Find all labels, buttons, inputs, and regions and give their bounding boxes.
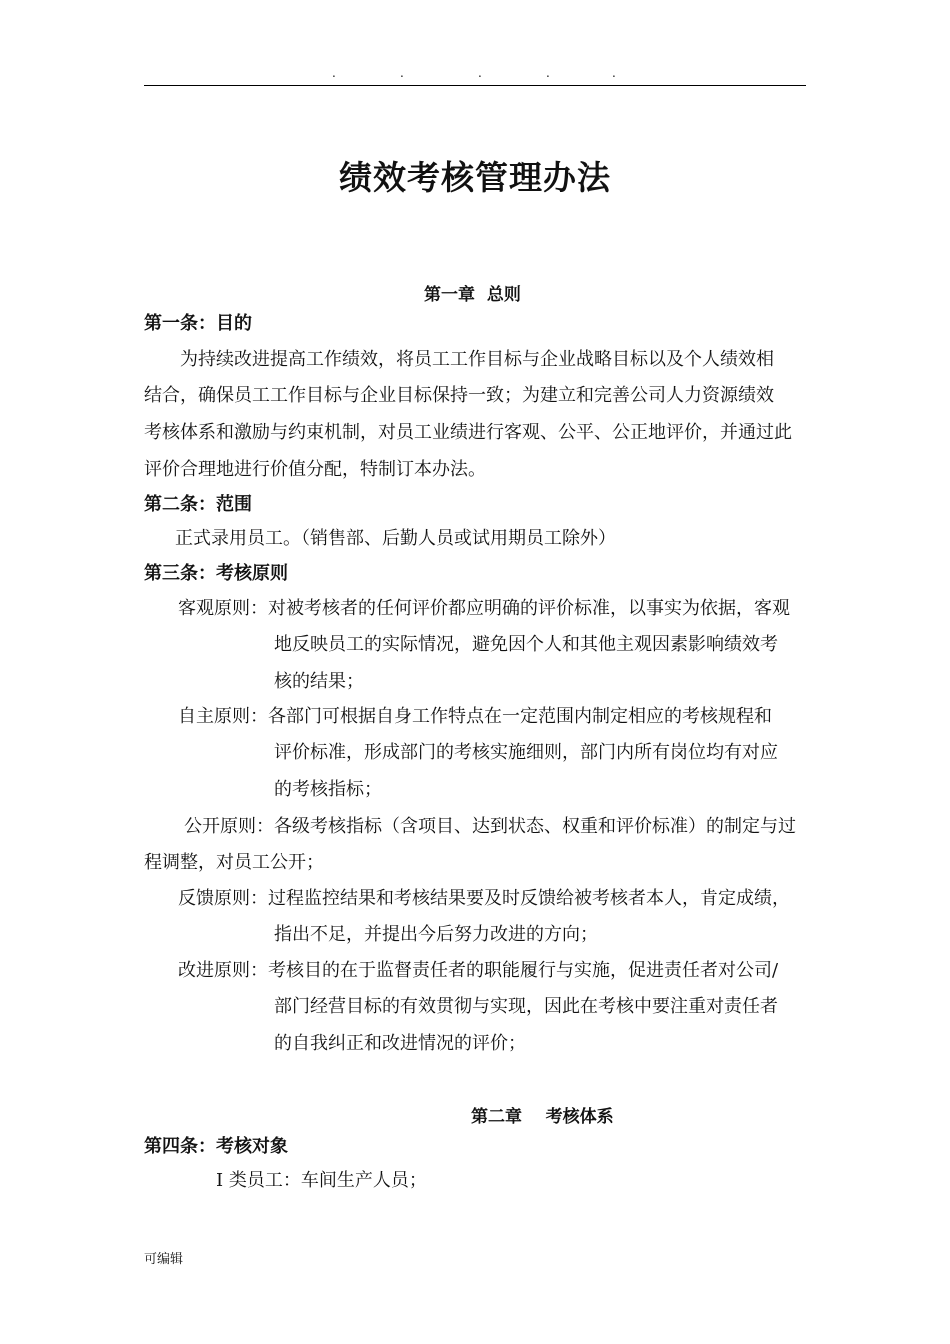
- principle-line: 程调整，对员工公开；: [144, 852, 324, 873]
- article-heading: 第四条：考核对象: [144, 1136, 288, 1157]
- header-rule: [144, 85, 806, 86]
- footer-note: 可编辑: [144, 1252, 184, 1267]
- principle-line: 客观原则：对被考核者的任何评价都应明确的评价标准，以事实为依据，客观: [178, 598, 790, 619]
- header-dot: .: [332, 66, 336, 80]
- article-heading: 第二条：范围: [144, 494, 252, 515]
- principle-line: 指出不足，并提出今后努力改进的方向；: [274, 924, 598, 945]
- paragraph-line: 考核体系和激励与约束机制，对员工业绩进行客观、公平、公正地评价，并通过此: [144, 422, 792, 443]
- principle-line: 的考核指标；: [274, 779, 382, 800]
- header-dot: .: [612, 66, 616, 80]
- article-heading: 第一条：目的: [144, 313, 252, 334]
- header-dot: .: [478, 66, 482, 80]
- principle-line: 部门经营目标的有效贯彻与实现，因此在考核中要注重对责任者: [274, 996, 778, 1017]
- article-heading: 第三条：考核原则: [144, 563, 288, 584]
- paragraph-line: 正式录用员工。（销售部、后勤人员或试用期员工除外）: [175, 528, 616, 549]
- chapter-heading: 第一章 总则: [424, 285, 521, 305]
- principle-line: 改进原则：考核目的在于监督责任者的职能履行与实施，促进责任者对公司/: [178, 960, 779, 981]
- principle-line: 评价标准，形成部门的考核实施细则，部门内所有岗位均有对应: [274, 742, 778, 763]
- header-dots: [300, 66, 660, 82]
- header-dot: .: [400, 66, 404, 80]
- document-title: 绩效考核管理办法: [339, 158, 611, 197]
- principle-line: 反馈原则：过程监控结果和考核结果要及时反馈给被考核者本人，肯定成绩，: [178, 888, 790, 909]
- chapter-heading: 第二章 考核体系: [471, 1107, 614, 1127]
- principle-line: 自主原则：各部门可根据自身工作特点在一定范围内制定相应的考核规程和: [178, 706, 772, 727]
- paragraph-line: 结合，确保员工工作目标与企业目标保持一致；为建立和完善公司人力资源绩效: [144, 385, 774, 406]
- principle-line: 的自我纠正和改进情况的评价；: [274, 1033, 526, 1054]
- paragraph-line: Ⅰ 类员工：车间生产人员；: [216, 1170, 427, 1191]
- paragraph-line: 评价合理地进行价值分配，特制订本办法。: [144, 459, 486, 480]
- principle-line: 核的结果；: [274, 671, 364, 692]
- principle-line: 公开原则：各级考核指标（含项目、达到状态、权重和评价标准）的制定与过: [184, 816, 796, 837]
- header-dot: .: [546, 66, 550, 80]
- paragraph-line: 为持续改进提高工作绩效，将员工工作目标与企业战略目标以及个人绩效相: [180, 349, 774, 370]
- principle-line: 地反映员工的实际情况，避免因个人和其他主观因素影响绩效考: [274, 634, 778, 655]
